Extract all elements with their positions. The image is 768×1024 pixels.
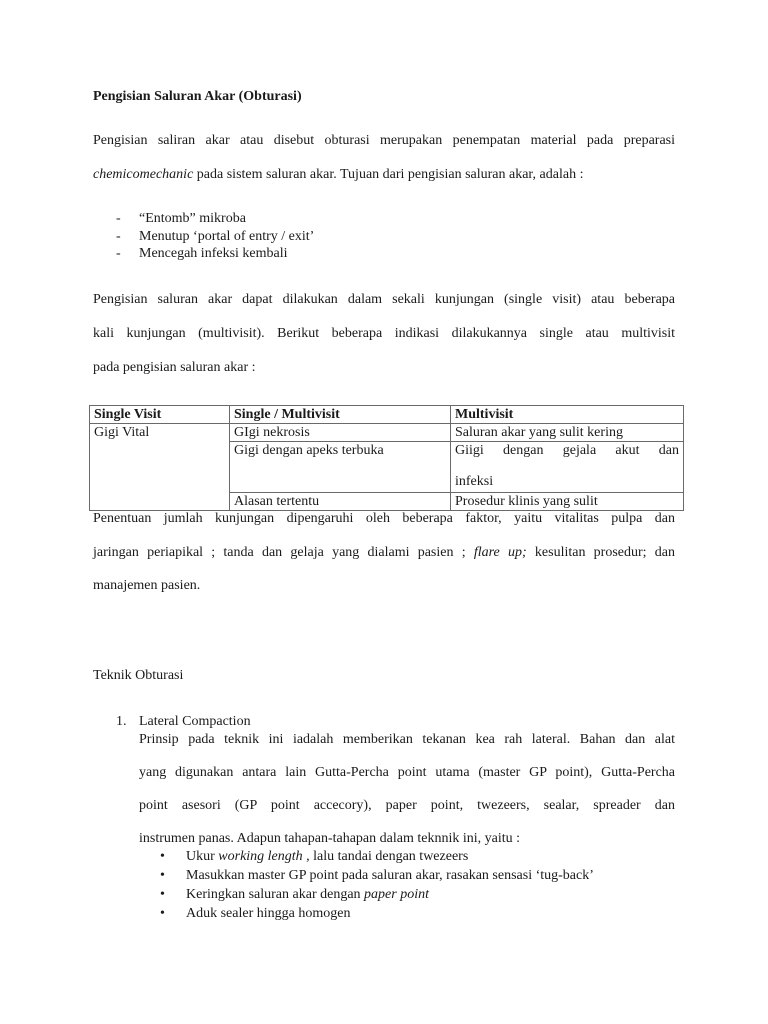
visit-para-line-3: pada pengisian saluran akar : xyxy=(93,360,256,375)
technique-heading: Teknik Obturasi xyxy=(93,668,184,683)
cell-multivisit xyxy=(451,442,684,493)
cell-single-multivisit: Alasan tertentu xyxy=(230,493,451,511)
factors-para-line-1: Penentuan jumlah kunjungan dipengaruhi oleh beberapa faktor, yaitu vitalitas pulpa dan xyxy=(93,511,675,526)
dash-marker: - xyxy=(116,211,121,226)
purpose-text: Mencegah infeksi kembali xyxy=(139,246,288,261)
factors-para-line-2 xyxy=(93,545,675,561)
step-text-a: Keringkan saluran akar dengan xyxy=(186,887,365,902)
visit-indication-table xyxy=(89,405,684,511)
step-text: Masukkan master GP point pada saluran akar, rasakan sensasi ‘tug-back’ xyxy=(186,868,594,883)
cell-single-multivisit: GIgi nekrosis xyxy=(230,424,451,442)
lateral-compaction-title: Lateral Compaction xyxy=(139,714,251,729)
header-single-visit: Single Visit xyxy=(90,406,230,424)
step-text-a: Ukur xyxy=(186,849,219,864)
cell-multivisit: Prosedur klinis yang sulit xyxy=(451,493,684,511)
lateral-line-1: Prinsip pada teknik ini iadalah memberikan tekanan kea rah lateral. Bahan dan alat xyxy=(139,732,675,747)
visit-para-line-1: Pengisian saluran akar dapat dilakukan dalam sekali kunjungan (single visit) atau beberapa xyxy=(93,292,675,307)
cell-single-multivisit: Gigi dengan apeks terbuka xyxy=(230,442,451,493)
bullet-icon: • xyxy=(160,906,165,921)
visit-para-line-2: kali kunjungan (multivisit). Berikut beberapa indikasi dilakukannya single atau multivisit xyxy=(93,326,675,341)
cell-multivisit-line-1: Giigi dengan gejala akut dan xyxy=(455,443,679,458)
step-text xyxy=(186,887,429,903)
dash-marker: - xyxy=(116,246,121,261)
factors-line-2-start: jaringan periapikal ; tanda dan gelaja yang dialami pasien ; xyxy=(93,545,474,560)
cell-multivisit: Saluran akar yang sulit kering xyxy=(451,424,684,442)
cell-single-visit: Gigi Vital xyxy=(90,424,230,511)
chemicomechanic-term: chemicomechanic xyxy=(93,167,194,182)
table-header-row xyxy=(90,406,684,424)
working-length-term: working length , xyxy=(218,849,310,864)
bullet-icon: • xyxy=(160,887,165,902)
bullet-icon: • xyxy=(160,849,165,864)
factors-line-2-end: kesulitan prosedur; dan xyxy=(526,545,675,560)
purpose-text: Menutup ‘portal of entry / exit’ xyxy=(139,229,315,244)
table-row xyxy=(90,424,684,442)
page-heading: Pengisian Saluran Akar (Obturasi) xyxy=(93,89,302,104)
intro-line-2 xyxy=(93,167,583,183)
cell-multivisit-line-2: infeksi xyxy=(455,474,494,489)
header-single-multivisit: Single / Multivisit xyxy=(230,406,451,424)
step-text: Aduk sealer hingga homogen xyxy=(186,906,351,921)
step-text xyxy=(186,849,468,865)
lateral-line-2: yang digunakan antara lain Gutta-Percha point utama (master GP point), Gutta-Percha xyxy=(139,765,675,780)
intro-line-2-rest: pada sistem saluran akar. Tujuan dari pengisian saluran akar, adalah : xyxy=(193,167,584,182)
flare-up-term: flare up; xyxy=(473,545,527,560)
lateral-line-4: instrumen panas. Adapun tahapan-tahapan dalam teknnik ini, yaitu : xyxy=(139,831,521,846)
intro-line-1: Pengisian saliran akar atau disebut obturasi merupakan penempatan material pada preparasi xyxy=(93,133,675,148)
list-number: 1. xyxy=(116,714,127,729)
factors-para-line-3: manajemen pasien. xyxy=(93,578,201,593)
header-multivisit: Multivisit xyxy=(451,406,684,424)
bullet-icon: • xyxy=(160,868,165,883)
purpose-text: “Entomb” mikroba xyxy=(139,211,246,226)
paper-point-term: paper point xyxy=(364,887,429,902)
step-text-b: lalu tandai dengan twezeers xyxy=(309,849,469,864)
lateral-line-3: point asesori (GP point accecory), paper point, twezeers, sealar, spreader dan xyxy=(139,798,675,813)
dash-marker: - xyxy=(116,229,121,244)
